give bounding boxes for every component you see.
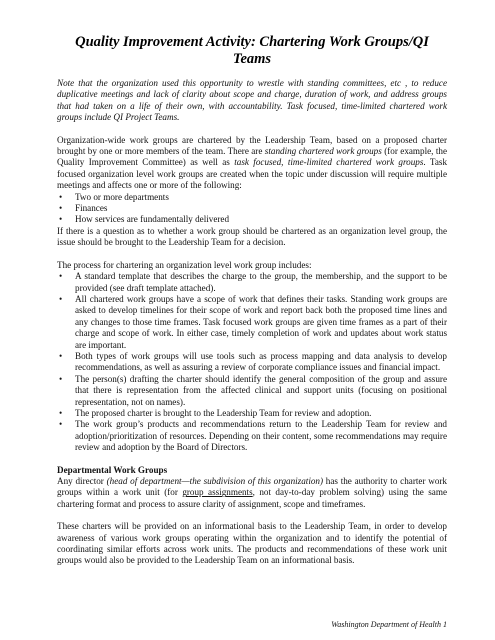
emphasis-task-groups: task focused, time-limited chartered work groups (234, 157, 424, 168)
emphasis-director-definition: (head of department—the subdivision of this organization) (106, 476, 324, 486)
intro-note: Note that the organization used this opportunity to wrestle with standing committees, etc , to reduce duplicative meetings and lack of clarity about scope and charge, duration of work, and address groups that had taken on a life of their own, with accountability. Task focused, time-limited chartered work groups include QI Project Teams. (57, 78, 447, 123)
list-item: • The proposed charter is brought to the Leadership Team for review and adoption. (57, 408, 447, 419)
list-item: • A standard template that describes the charge to the group, the membership, and the support to be provided (see draft template attached). (57, 271, 447, 294)
text-run: Any director (57, 476, 107, 486)
text-run: , not day-to-day problem solving) using the same chartering format and process to assure clarity of assignment, scope and timeframes. (57, 487, 447, 509)
paragraph-org-wide (57, 135, 447, 192)
underlined-group-assignments: group assignments (182, 487, 253, 498)
list-item: • The person(s) drafting the charter should identify the general composition of the group and assure that there is representation from the affected clinical and support units (focusing on positional representation, not on names). (57, 374, 447, 408)
page-title: Quality Improvement Activity: Chartering Work Groups/QI Teams (75, 34, 429, 67)
section-heading: Departmental Work Groups (57, 464, 168, 475)
paragraph-question: If there is a question as to whether a work group should be chartered as an organization level group, the issue should be brought to the Leadership Team for a decision. (57, 225, 447, 248)
list-item: • How services are fundamentally delivered (57, 214, 447, 225)
criteria-list (57, 192, 447, 226)
list-item: • All chartered work groups have a scope of work that defines their tasks. Standing work groups are asked to develop timelines for their scope of work and report back both the proposed time lines and any changes to those time frames. Task focused work groups are given time frames as a part of their charge and scope of work. In either case, timely completion of work and updates about work status are important. (57, 294, 447, 351)
paragraph-departmental (57, 476, 447, 510)
list-item: • Two or more departments (57, 192, 447, 203)
page-footer: Washington Department of Health 1 (331, 620, 447, 629)
emphasis-standing-groups: standing chartered work groups (264, 146, 382, 157)
text-run: Organization-wide work groups are chartered by the Leadership Team, based on a proposed charter brought by one or more members of the team. There are (57, 134, 447, 157)
process-list (57, 271, 447, 454)
text-run: . Task focused organization level work groups are created when the topic under discussion will require multiple meetings and affects one or more of the following: (57, 157, 448, 191)
paragraph-process-intro: The process for chartering an organization level work group includes: (57, 259, 312, 270)
list-item: • Finances (57, 203, 447, 214)
text-run: has the authority to charter work groups within a work unit (for (57, 476, 447, 498)
list-item: • The work group’s products and recommendations return to the Leadership Team for review and adoption/prioritization of resources. Depending on their content, some recommendations may require review and adoption by the Board of Directors. (57, 419, 447, 453)
paragraph-informational: These charters will be provided on an informational basis to the Leadership Team, in order to develop awareness of various work groups operating within the organization and to identify the potential of coordinating similar efforts across work units. The products and recommendations of these work unit groups would also be provided to the Leadership Team on an informational basis. (57, 521, 447, 566)
list-item: • Both types of work groups will use tools such as process mapping and data analysis to develop recommendations, as well as assuring a review of corporate compliance issues and financial impact. (57, 351, 447, 374)
text-run: (for example, the Quality Improvement Committee) as well as (57, 146, 447, 168)
